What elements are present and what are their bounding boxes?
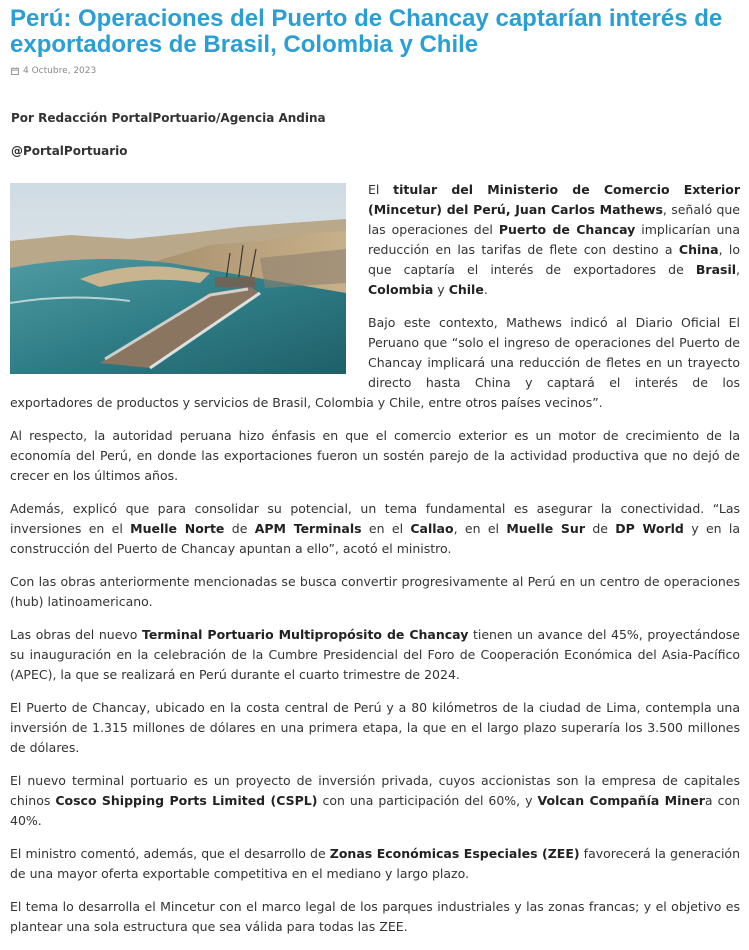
article-handle: @PortalPortuario	[11, 144, 128, 158]
article-meta	[11, 66, 96, 76]
bold-text: China	[678, 242, 719, 257]
text-run: favorecerá la generación de una mayor oferta exportable competitiva en el mediano y largo plazo.	[10, 846, 740, 881]
article-paragraph	[10, 625, 740, 685]
calendar-icon	[11, 67, 19, 75]
article-paragraph	[10, 844, 740, 884]
text-run: de	[585, 521, 616, 536]
bold-text: Muelle Sur	[506, 521, 585, 536]
text-run: implicarían una reducción en las tarifas de flete con destino a	[368, 222, 740, 257]
text-run: El Puerto de Chancay, ubicado en la costa central de Perú y a 80 kilómetros de la ciudad de Lima, contempla una inversión de 1.315 millones de dólares en una primera etapa, la que en el largo plazo superaría los 3.500 millones de dólares.	[10, 700, 740, 755]
bold-text: Muelle Norte	[130, 521, 225, 536]
text-run: con una participación del 60%, y	[317, 793, 538, 808]
bold-text: Zonas Económicas Especiales (ZEE)	[329, 846, 580, 861]
text-run: El nuevo terminal portuario es un proyecto de inversión privada, cuyos accionistas son la empresa de capitales chinos	[10, 773, 740, 808]
text-run: Con las obras anteriormente mencionadas se busca convertir progresivamente al Perú en un centro de operaciones (hub) latinoamericano.	[10, 574, 740, 609]
text-run: y en la construcción del Puerto de Chancay apuntan a ello”, acotó el ministro.	[10, 521, 741, 556]
bold-text: Callao	[410, 521, 454, 536]
text-run: Además, explicó que para consolidar su potencial, un tema fundamental es asegurar la conectividad. “Las inversiones en el	[10, 501, 740, 536]
text-run: El tema lo desarrolla el Mincetur con el marco legal de los parques industriales y las zonas francas; y el objetivo es plantear una sola estructura que sea válida para todas las ZEE.	[10, 899, 740, 934]
text-run: ,	[736, 262, 740, 277]
text-run: Las obras del nuevo	[10, 627, 143, 642]
text-run: en el	[361, 521, 411, 536]
bold-text: titular del Ministerio de Comercio Exterior (Mincetur) del Perú, Juan Carlos Mathews	[368, 182, 740, 217]
bold-text: APM Terminals	[254, 521, 362, 536]
text-run: Al respecto, la autoridad peruana hizo énfasis en que el comercio exterior es un motor de crecimiento de la economía del Perú, en donde las exportaciones fueron un sostén parejo de la actividad productiva que no dejó de crecer en los últimos años.	[10, 428, 740, 483]
text-run: Bajo este contexto, Mathews indicó al Diario Oficial El Peruano que “solo el ingreso de operaciones del Puerto de Chancay implicará una reducción de fletes en un trayecto directo hasta China y captará el interés de los exportadores de productos y servicios de Brasil, Colombia y Chile, entre otros países vecinos”.	[10, 315, 740, 410]
text-run: , en el	[453, 521, 507, 536]
bold-text: Cosco Shipping Ports Limited (CSPL)	[55, 793, 318, 808]
text-run: El ministro comentó, además, que el desarrollo de	[10, 846, 330, 861]
bold-text: Volcan Compañía Miner	[537, 793, 705, 808]
article-paragraph	[10, 897, 740, 937]
text-run: a con 40%.	[10, 793, 741, 828]
bold-text: DP World	[615, 521, 684, 536]
bold-text: Chile	[448, 282, 484, 297]
article-date: 4 Octubre, 2023	[23, 66, 97, 76]
bold-text: Colombia	[368, 282, 434, 297]
text-run: de	[224, 521, 255, 536]
bold-text: Brasil	[695, 262, 737, 277]
text-run: , señaló que las operaciones del	[368, 202, 740, 237]
article-paragraph	[10, 426, 740, 486]
bold-text: Terminal Portuario Multipropósito de Chancay	[142, 627, 469, 642]
bold-text: Puerto de Chancay	[498, 222, 636, 237]
text-run: El	[368, 182, 394, 197]
article-body	[10, 180, 740, 950]
article-title: Perú: Operaciones del Puerto de Chancay captarían interés de exportadores de Brasil, Colombia y Chile	[10, 5, 723, 58]
text-run: .	[483, 282, 488, 297]
text-run: tienen un avance del 45%, proyectándose su inauguración en la celebración de la Cumbre Presidencial del Foro de Cooperación Económica del Asia-Pacífico (APEC), la que se realizará en Perú durante el cuarto trimestre de 2024.	[10, 627, 740, 682]
article-paragraph	[10, 572, 740, 612]
article-paragraph	[10, 499, 740, 559]
text-run: , lo que captaría el interés de exportadores de	[368, 242, 740, 277]
article-byline: Por Redacción PortalPortuario/Agencia Andina	[11, 111, 326, 125]
text-run: y	[433, 282, 449, 297]
article-paragraph	[10, 771, 740, 831]
article-paragraph	[10, 698, 740, 758]
article-photo	[10, 183, 346, 374]
